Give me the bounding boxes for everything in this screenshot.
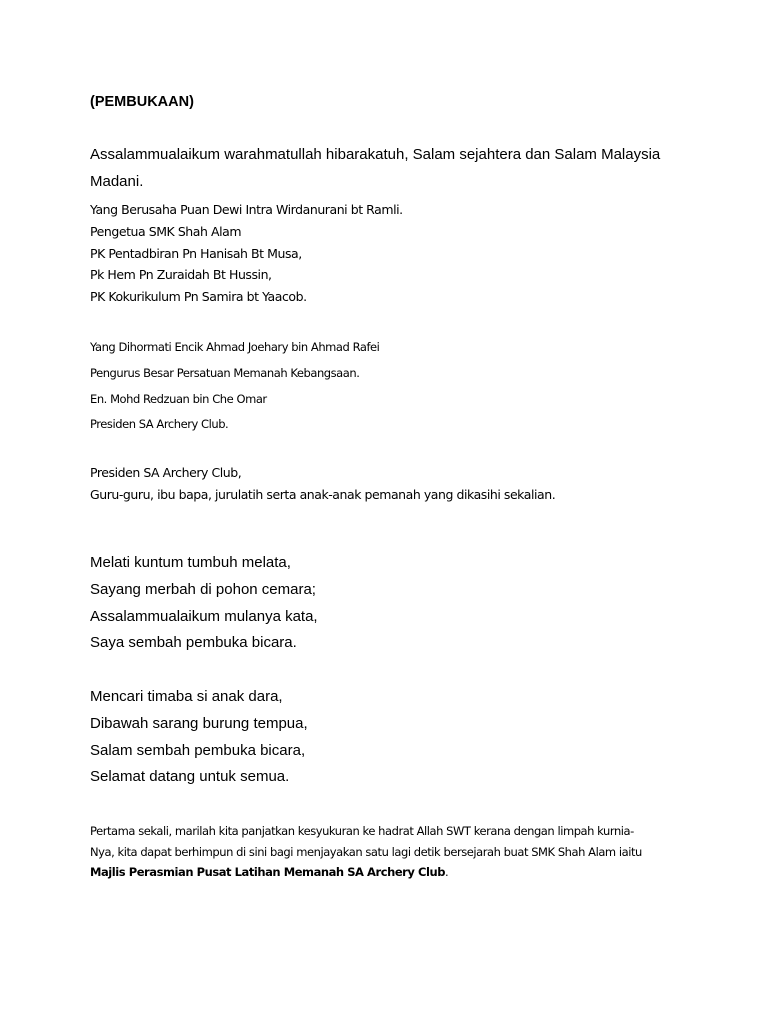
dignitary-line: PK Kokurikulum Pn Samira bt Yaacob.: [90, 289, 307, 304]
closing-paragraph: [90, 821, 680, 883]
dignitary-line: PK Pentadbiran Pn Hanisah Bt Musa,: [90, 245, 302, 261]
pantun-line: Melati kuntum tumbuh melata,: [90, 554, 291, 571]
dignitaries-audience: [90, 462, 555, 506]
closing-line: Nya, kita dapat berhimpun di sini bagi menjayakan satu lagi detik bersejarah buat SMK Shah Alam iaitu: [90, 844, 642, 859]
pantun-verse-2: [90, 684, 308, 791]
dignitary-line: Presiden SA Archery Club.: [90, 417, 229, 432]
pantun-verse-1: [90, 550, 318, 657]
closing-line: [90, 862, 680, 883]
dignitaries-guests: [90, 335, 379, 438]
pantun-line: Mencari timaba si anak dara,: [90, 688, 283, 705]
closing-line: Pertama sekali, marilah kita panjatkan kesyukuran ke hadrat Allah SWT kerana dengan limpah kurnia-: [90, 824, 634, 838]
event-name: Majlis Perasmian Pusat Latihan Memanah SA Archery Club: [90, 865, 446, 879]
pantun-line: Selamat datang untuk semua.: [90, 768, 290, 786]
dignitaries-school: [90, 199, 403, 308]
pantun-line: Dibawah sarang burung tempua,: [90, 714, 308, 732]
pantun-line: Assalammualaikum mulanya kata,: [90, 607, 318, 625]
section-heading: (PEMBUKAAN): [90, 94, 194, 110]
dignitary-line: Presiden SA Archery Club,: [90, 465, 242, 480]
pantun-line: Saya sembah pembuka bicara.: [90, 634, 297, 652]
dignitary-line: Pengetua SMK Shah Alam: [90, 223, 242, 239]
document-page: [90, 0, 680, 1024]
dignitary-line: Guru-guru, ibu bapa, jurulatih serta anak-anak pemanah yang dikasihi sekalian.: [90, 486, 556, 502]
dignitary-line: Yang Berusaha Puan Dewi Intra Wirdanurani bt Ramli.: [90, 202, 403, 217]
dignitary-line: En. Mohd Redzuan bin Che Omar: [90, 391, 267, 406]
dignitary-line: Pk Hem Pn Zuraidah Bt Hussin,: [90, 267, 272, 283]
pantun-line: Sayang merbah di pohon cemara;: [90, 580, 316, 598]
closing-period: .: [445, 865, 449, 879]
pantun-line: Salam sembah pembuka bicara,: [90, 741, 306, 759]
dignitary-line: Yang Dihormati Encik Ahmad Joehary bin Ahmad Rafei: [90, 340, 380, 354]
opening-greeting: Assalammualaikum warahmatullah hibarakatuh, Salam sejahtera dan Salam Malaysia Madani.: [90, 146, 661, 190]
dignitary-line: Pengurus Besar Persatuan Memanah Kebangsaan.: [90, 365, 360, 380]
